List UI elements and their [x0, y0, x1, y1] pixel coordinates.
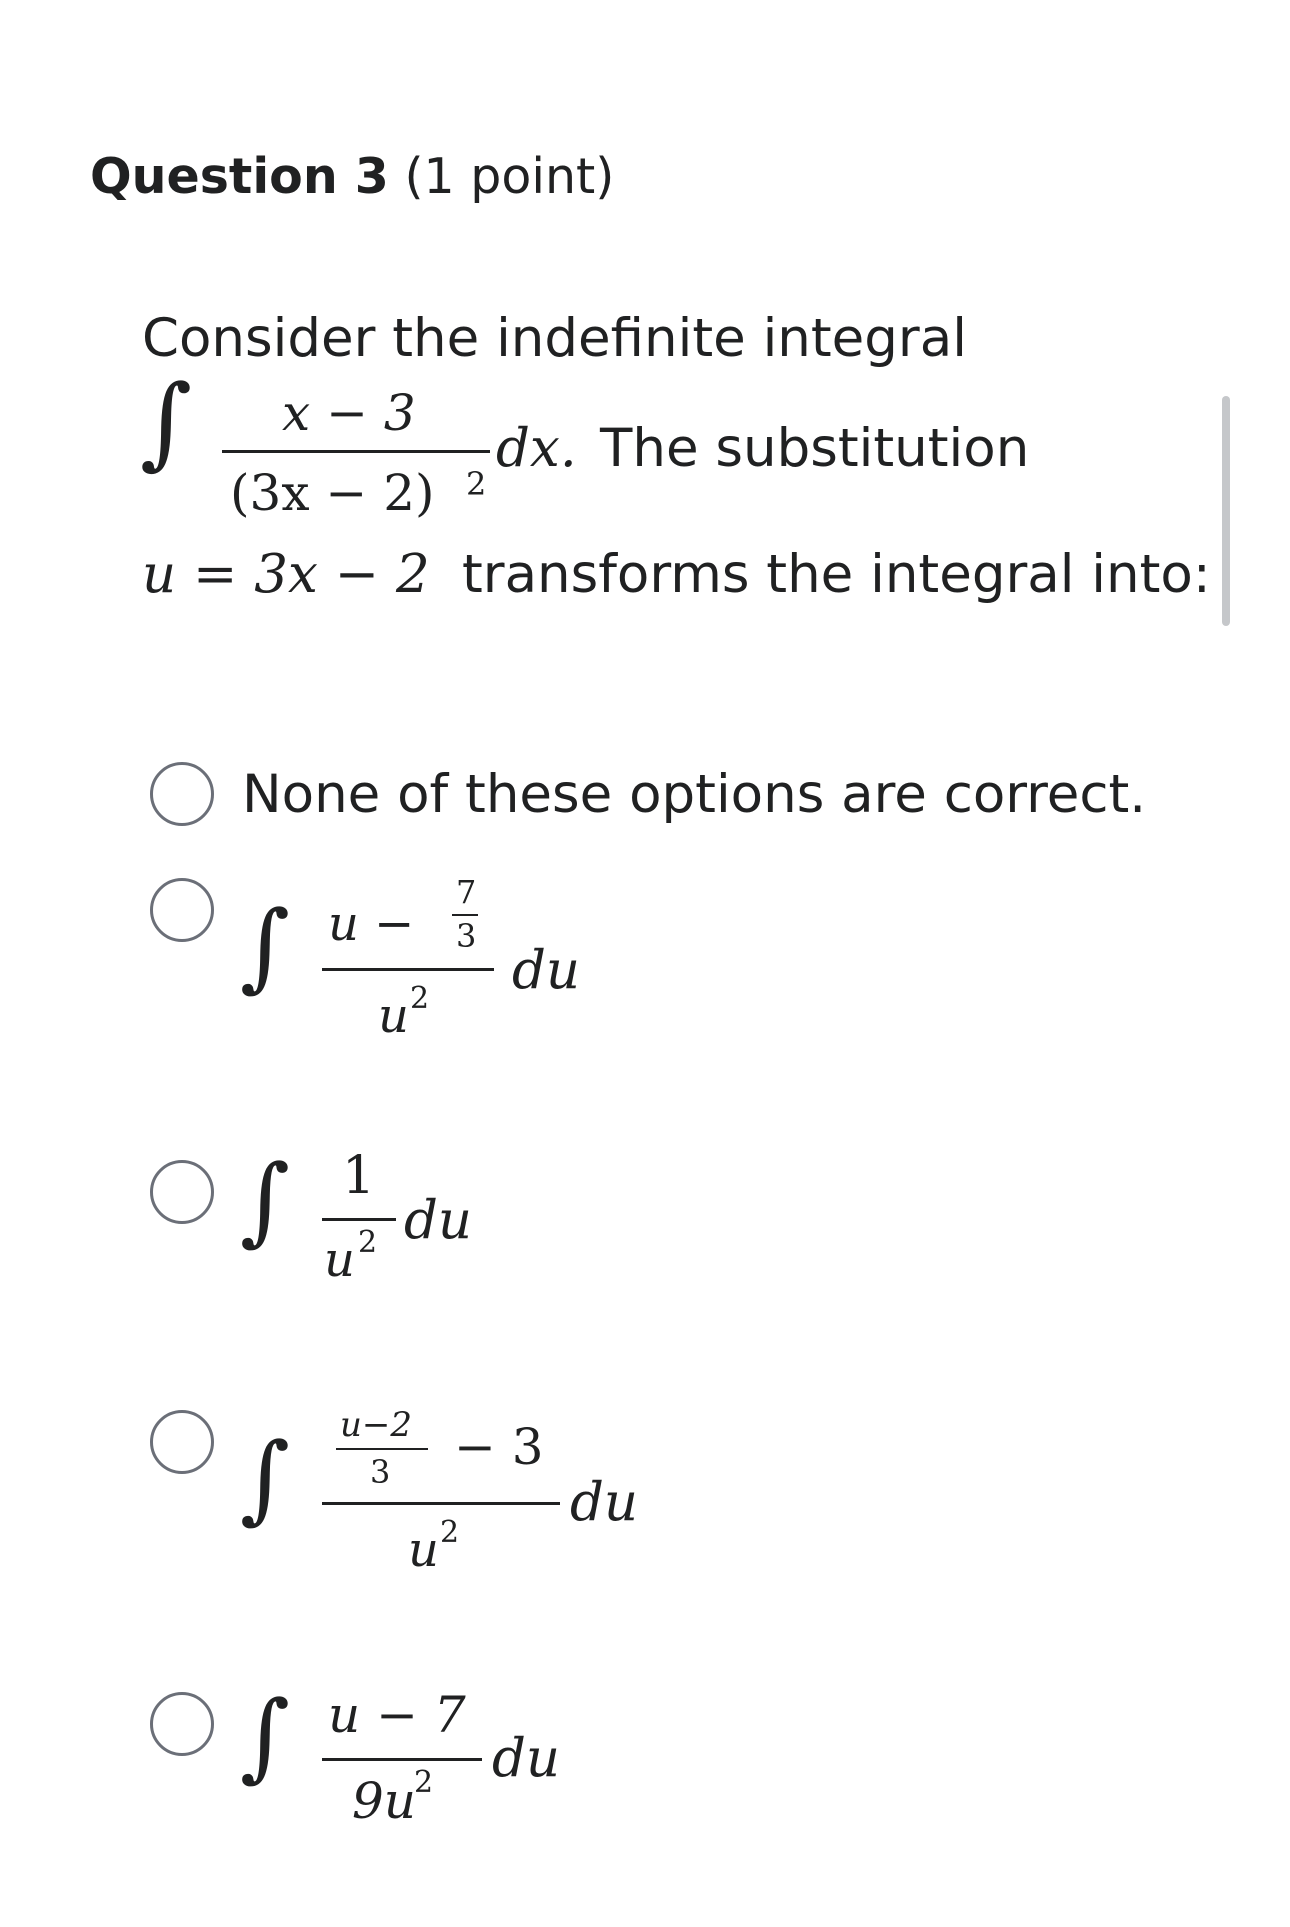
option-5-differential: du	[492, 1728, 561, 1789]
option-3-radio[interactable]	[150, 1160, 214, 1224]
prompt-integrand-numerator: x − 3	[282, 384, 416, 442]
option-4-integral-sign: ∫	[240, 1422, 291, 1534]
option-2-frac-top: 7	[456, 873, 477, 911]
option-3-denominator: u	[324, 1232, 355, 1288]
option-3-denominator-exponent: 2	[358, 1225, 378, 1260]
scrollbar-thumb[interactable]	[1222, 396, 1230, 626]
option-4-fraction-bar	[322, 1502, 560, 1505]
option-2-differential: du	[512, 940, 581, 1001]
option-4-differential: du	[570, 1472, 639, 1533]
question-label: Question 3	[90, 148, 389, 205]
prompt-denominator-exponent: 2	[466, 465, 487, 503]
option-5-fraction-bar	[322, 1758, 482, 1761]
option-2-frac-bottom: 3	[456, 917, 477, 955]
option-3-integral-sign: ∫	[240, 1144, 291, 1256]
prompt-intro: Consider the indefinite integral	[142, 308, 967, 369]
option-4-frac-bottom: 3	[370, 1453, 391, 1491]
option-2-small-fraction-bar	[452, 914, 478, 916]
option-2-denominator-exponent: 2	[410, 981, 430, 1016]
integral-sign: ∫	[140, 363, 193, 480]
option-2-radio[interactable]	[150, 878, 214, 942]
option-4-denominator: u	[408, 1522, 439, 1578]
option-4-denominator-exponent: 2	[440, 1515, 460, 1550]
option-5-numerator: u − 7	[328, 1686, 466, 1744]
option-4-small-fraction-bar	[336, 1448, 428, 1450]
option-4-radio[interactable]	[150, 1410, 214, 1474]
prompt-differential: dx.	[496, 418, 577, 479]
prompt-integrand-denominator: (3x − 2)	[230, 464, 435, 522]
option-5-radio[interactable]	[150, 1692, 214, 1756]
question-title	[90, 148, 615, 205]
option-3-fraction-bar	[322, 1218, 396, 1221]
prompt-tail: transforms the integral into:	[462, 544, 1211, 605]
option-2-integral-sign: ∫	[240, 890, 291, 1002]
option-4-frac-top: u−2	[340, 1405, 413, 1445]
option-4-numerator-rest: − 3	[454, 1418, 544, 1476]
question-points: (1 point)	[404, 148, 615, 205]
option-5-integral-sign: ∫	[240, 1680, 291, 1792]
option-5-denominator: 9u	[352, 1772, 417, 1830]
option-3-differential: du	[404, 1190, 473, 1251]
option-3-numerator: 1	[342, 1146, 376, 1206]
prompt-after-integral: The substitution	[600, 418, 1030, 479]
option-5-denominator-exponent: 2	[414, 1765, 434, 1800]
prompt-substitution: u = 3x − 2	[142, 544, 430, 605]
option-1-text: None of these options are correct.	[242, 764, 1147, 825]
prompt-fraction-bar	[222, 450, 490, 453]
option-2-fraction-bar	[322, 968, 494, 971]
option-2-numerator-u: u −	[328, 896, 415, 952]
option-1-radio[interactable]	[150, 762, 214, 826]
option-2-denominator: u	[378, 988, 409, 1044]
